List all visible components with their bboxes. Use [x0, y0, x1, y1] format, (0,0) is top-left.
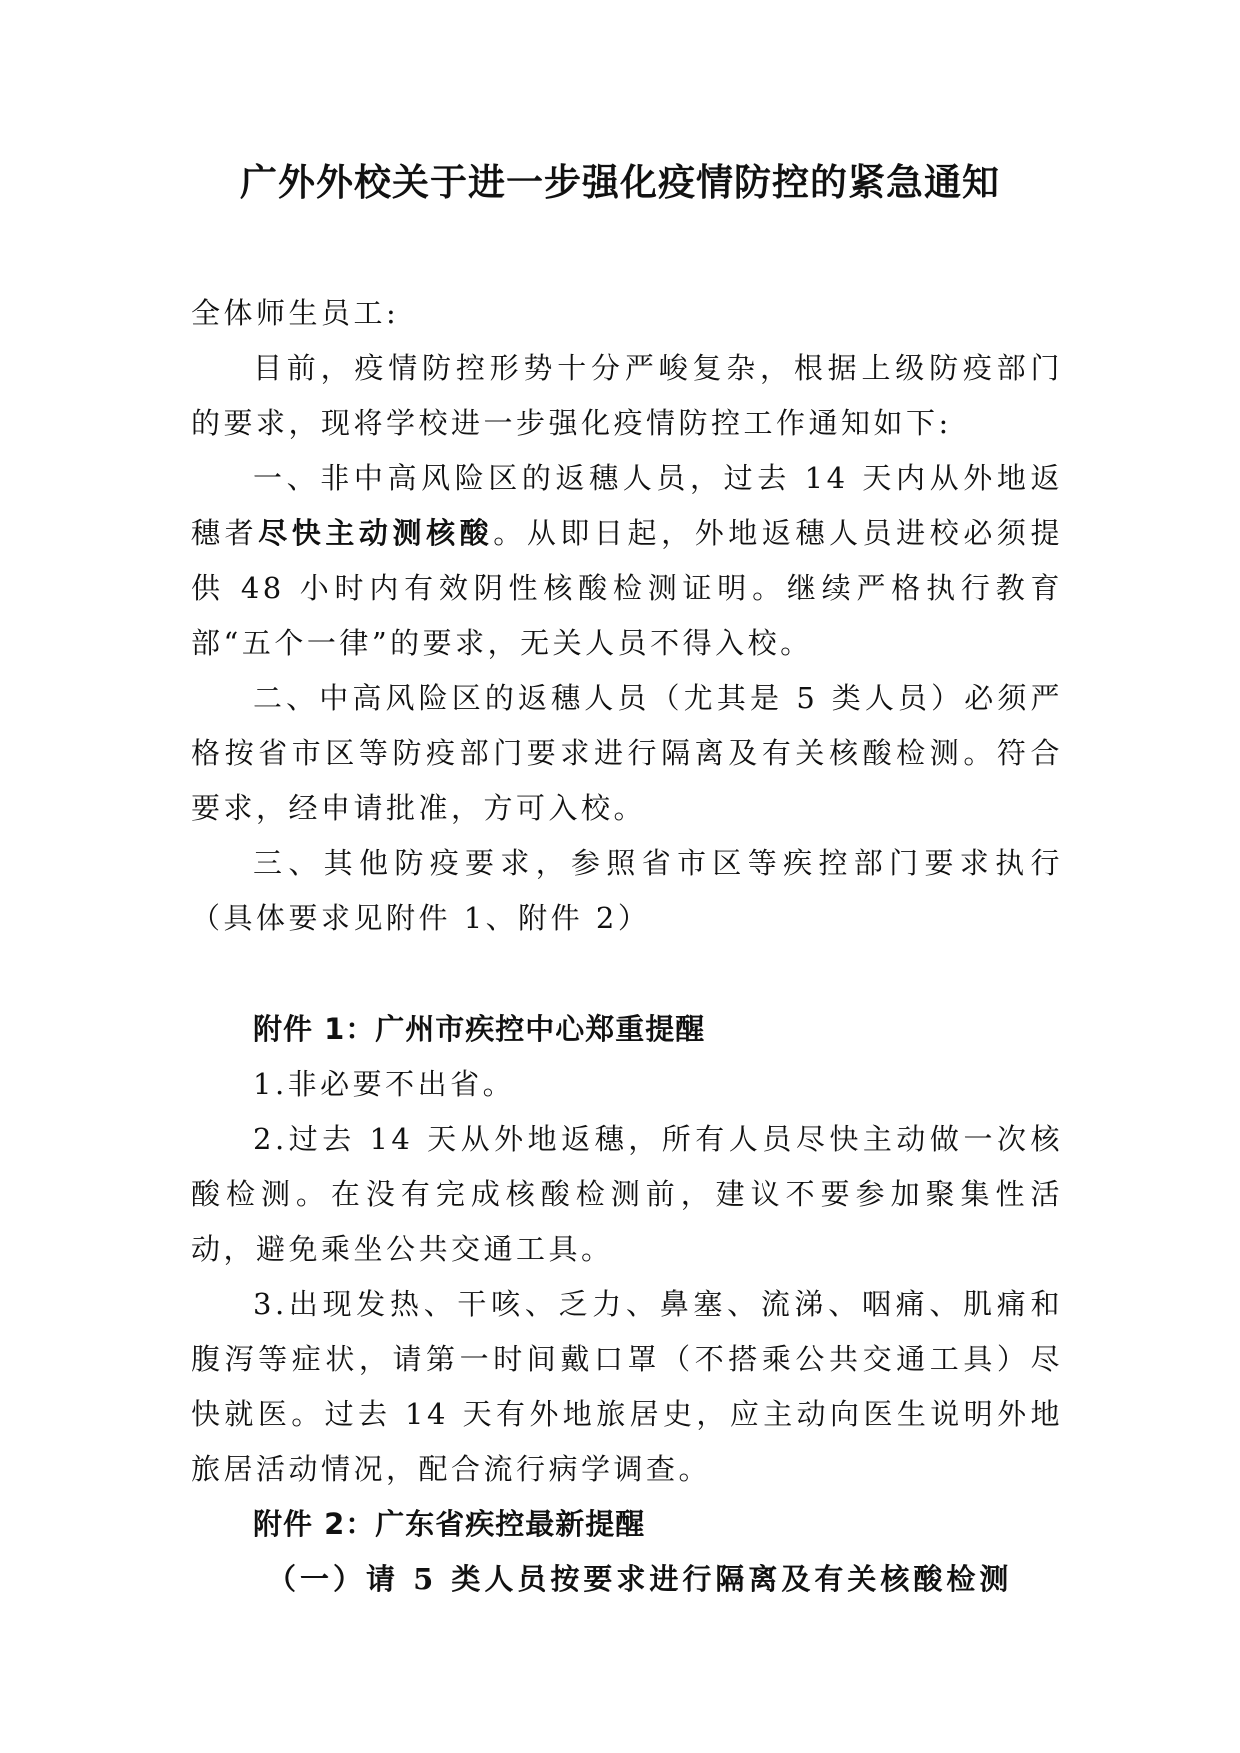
- attachment-2-subheading: （一）请 5 类人员按要求进行隔离及有关核酸检测: [267, 1562, 1013, 1596]
- attachment-1-point-2: 2.过去 14 天从外地返穗，所有人员尽快主动做一次核酸检测。在没有完成核酸检测前，建议不要参加聚集性活动，避免乘坐公共交通工具。: [191, 1122, 1063, 1266]
- attachment-1-heading: 附件 1：广州市疾控中心郑重提醒: [253, 1012, 706, 1046]
- notice-item-1: [191, 451, 1063, 671]
- notice-item-2: 二、中高风险区的返穗人员（尤其是 5 类人员）必须严格按省市区等防疫部门要求进行隔离及有关核酸检测。符合要求，经申请批准，方可入校。: [191, 681, 1063, 825]
- attachment-1-point-1: 1.非必要不出省。: [253, 1067, 516, 1101]
- notice-item-1-prefix: 一、非中高风险区的返穗人员，过去 14 天内从外地返穗者: [191, 461, 1063, 550]
- notice-item-1-emphasis: 尽快主动测核酸: [258, 516, 494, 550]
- salutation: 全体师生员工:: [191, 296, 400, 330]
- section-spacer: [191, 946, 1063, 1002]
- document-title: 广外外校关于进一步强化疫情防控的紧急通知: [240, 160, 1000, 204]
- notice-item-1-suffix: 。从即日起，外地返穗人员进校必须提供 48 小时内有效阴性核酸检测证明。继续严格执行教育部“五个一律”的要求，无关人员不得入校。: [191, 516, 1063, 660]
- attachment-1-point-3: 3.出现发热、干咳、乏力、鼻塞、流涕、咽痛、肌痛和腹泻等症状，请第一时间戴口罩（不搭乘公共交通工具）尽快就医。过去 14 天有外地旅居史，应主动向医生说明外地旅居活动情况，配合流行病学调查。: [191, 1287, 1063, 1486]
- document-body: [191, 286, 1063, 1607]
- intro-paragraph: 目前，疫情防控形势十分严峻复杂，根据上级防疫部门的要求，现将学校进一步强化疫情防控工作通知如下:: [191, 351, 1063, 440]
- attachment-2-heading: 附件 2：广东省疾控最新提醒: [253, 1507, 646, 1541]
- notice-item-3: 三、其他防疫要求，参照省市区等疾控部门要求执行（具体要求见附件 1、附件 2）: [191, 846, 1063, 935]
